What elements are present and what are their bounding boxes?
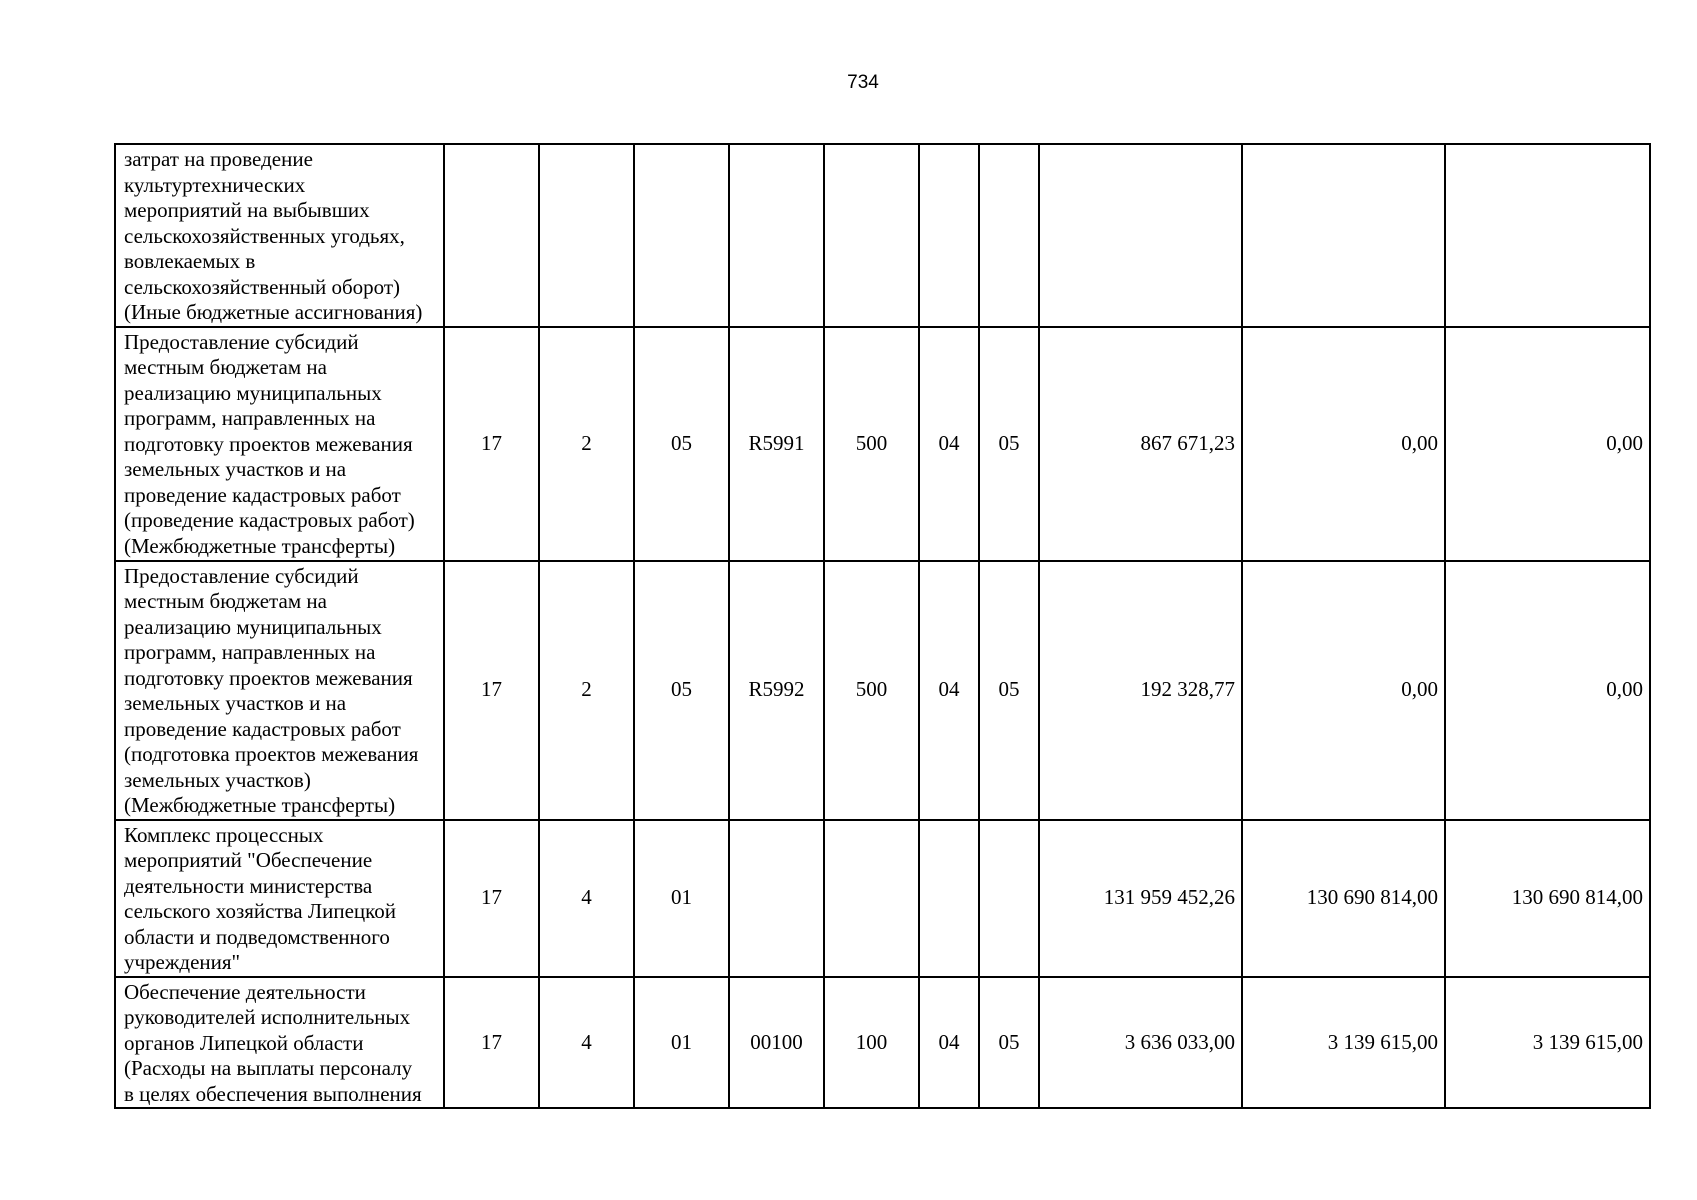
amount-year1-cell: 3 636 033,00	[1039, 977, 1242, 1109]
amount-year2-cell: 0,00	[1242, 561, 1445, 820]
direction-code-cell	[729, 144, 824, 327]
page-number: 734	[847, 72, 879, 93]
amount-year1-cell: 131 959 452,26	[1039, 820, 1242, 977]
description-line: программ, направленных на	[124, 406, 376, 430]
amount-year1-cell: 867 671,23	[1039, 327, 1242, 561]
description-line: сельского хозяйства Липецкой	[124, 899, 397, 923]
description-line: проведение кадастровых работ	[124, 716, 401, 741]
chapter-code-cell: 17	[444, 977, 539, 1109]
amount-year3-cell	[1445, 144, 1650, 327]
direction-code-cell: 00100	[729, 977, 824, 1109]
expense-type-cell	[824, 820, 919, 977]
chapter-code-cell	[444, 144, 539, 327]
description-line: (Иные бюджетные ассигнования)	[124, 300, 423, 324]
expense-type-cell: 500	[824, 561, 919, 820]
description-line: подготовку проектов межевания	[124, 665, 413, 690]
amount-year3-cell: 0,00	[1445, 561, 1650, 820]
chapter-code-cell: 17	[444, 561, 539, 820]
amount-year3-cell: 130 690 814,00	[1445, 820, 1650, 977]
description-line: (Расходы на выплаты персоналу	[124, 1056, 413, 1080]
description-line: местным бюджетам на	[124, 355, 327, 379]
section-cell: 04	[919, 977, 979, 1109]
description-line: Комплекс процессных	[124, 822, 324, 847]
section-code-cell: 01	[634, 820, 729, 977]
description-line: культуртехнических	[124, 172, 306, 197]
amount-year1-cell: 192 328,77	[1039, 561, 1242, 820]
subsection-cell: 05	[979, 977, 1039, 1109]
section-code-cell	[634, 144, 729, 327]
description-line: (подготовка проектов межевания	[124, 742, 419, 766]
description-line: подготовку проектов межевания	[124, 431, 413, 456]
section-cell	[919, 144, 979, 327]
subprogram-code-cell: 2	[539, 327, 634, 561]
description-line: земельных участков)	[124, 767, 311, 792]
description-line: (Межбюджетные трансферты)	[124, 793, 396, 817]
description-cell	[115, 820, 444, 977]
description-line: органов Липецкой области	[124, 1030, 364, 1055]
chapter-code-cell: 17	[444, 327, 539, 561]
subsection-cell: 05	[979, 561, 1039, 820]
budget-table	[114, 143, 1651, 1109]
table-row	[115, 977, 1650, 1109]
description-line: учреждения"	[124, 950, 241, 974]
description-line: (Межбюджетные трансферты)	[124, 533, 396, 558]
amount-year2-cell: 130 690 814,00	[1242, 820, 1445, 977]
section-cell: 04	[919, 561, 979, 820]
section-code-cell: 05	[634, 561, 729, 820]
description-line: сельскохозяйственный оборот)	[124, 274, 401, 299]
table-body	[115, 144, 1650, 1108]
amount-year3-cell: 3 139 615,00	[1445, 977, 1650, 1109]
expense-type-cell	[824, 144, 919, 327]
table-row	[115, 144, 1650, 327]
subprogram-code-cell	[539, 144, 634, 327]
table-row	[115, 820, 1650, 977]
section-code-cell: 01	[634, 977, 729, 1109]
amount-year2-cell: 0,00	[1242, 327, 1445, 561]
description-cell	[115, 977, 444, 1109]
expense-type-cell: 500	[824, 327, 919, 561]
description-line: мероприятий "Обеспечение	[124, 848, 373, 872]
description-line: земельных участков и на	[124, 457, 347, 481]
direction-code-cell: R5991	[729, 327, 824, 561]
description-line: деятельности министерства	[124, 873, 373, 898]
amount-year2-cell: 3 139 615,00	[1242, 977, 1445, 1109]
subsection-cell	[979, 820, 1039, 977]
table-row	[115, 327, 1650, 561]
description-line: местным бюджетам на	[124, 589, 327, 613]
direction-code-cell: R5992	[729, 561, 824, 820]
chapter-code-cell: 17	[444, 820, 539, 977]
description-line: области и подведомственного	[124, 924, 390, 949]
direction-code-cell	[729, 820, 824, 977]
description-cell	[115, 327, 444, 561]
description-line: вовлекаемых в	[124, 249, 256, 273]
description-line: (проведение кадастровых работ)	[124, 508, 415, 532]
description-line: программ, направленных на	[124, 640, 376, 664]
description-line: реализацию муниципальных	[124, 614, 382, 639]
subsection-cell	[979, 144, 1039, 327]
description-line: руководителей исполнительных	[124, 1005, 411, 1029]
subsection-cell: 05	[979, 327, 1039, 561]
description-cell	[115, 144, 444, 327]
description-line: реализацию муниципальных	[124, 380, 382, 405]
description-line: земельных участков и на	[124, 691, 347, 715]
table-row	[115, 561, 1650, 820]
description-line: Обеспечение деятельности	[124, 979, 366, 1004]
description-line: затрат на проведение	[124, 147, 313, 171]
section-cell: 04	[919, 327, 979, 561]
description-line: в целях обеспечения выполнения	[124, 1081, 422, 1106]
amount-year3-cell: 0,00	[1445, 327, 1650, 561]
section-code-cell: 05	[634, 327, 729, 561]
description-line: проведение кадастровых работ	[124, 482, 401, 507]
subprogram-code-cell: 4	[539, 820, 634, 977]
description-cell	[115, 561, 444, 820]
description-line: Предоставление субсидий	[124, 329, 359, 354]
expense-type-cell: 100	[824, 977, 919, 1109]
description-line: сельскохозяйственных угодьях,	[124, 223, 405, 248]
subprogram-code-cell: 4	[539, 977, 634, 1109]
subprogram-code-cell: 2	[539, 561, 634, 820]
description-line: Предоставление субсидий	[124, 563, 359, 588]
amount-year2-cell	[1242, 144, 1445, 327]
amount-year1-cell	[1039, 144, 1242, 327]
section-cell	[919, 820, 979, 977]
description-line: мероприятий на выбывших	[124, 198, 370, 222]
